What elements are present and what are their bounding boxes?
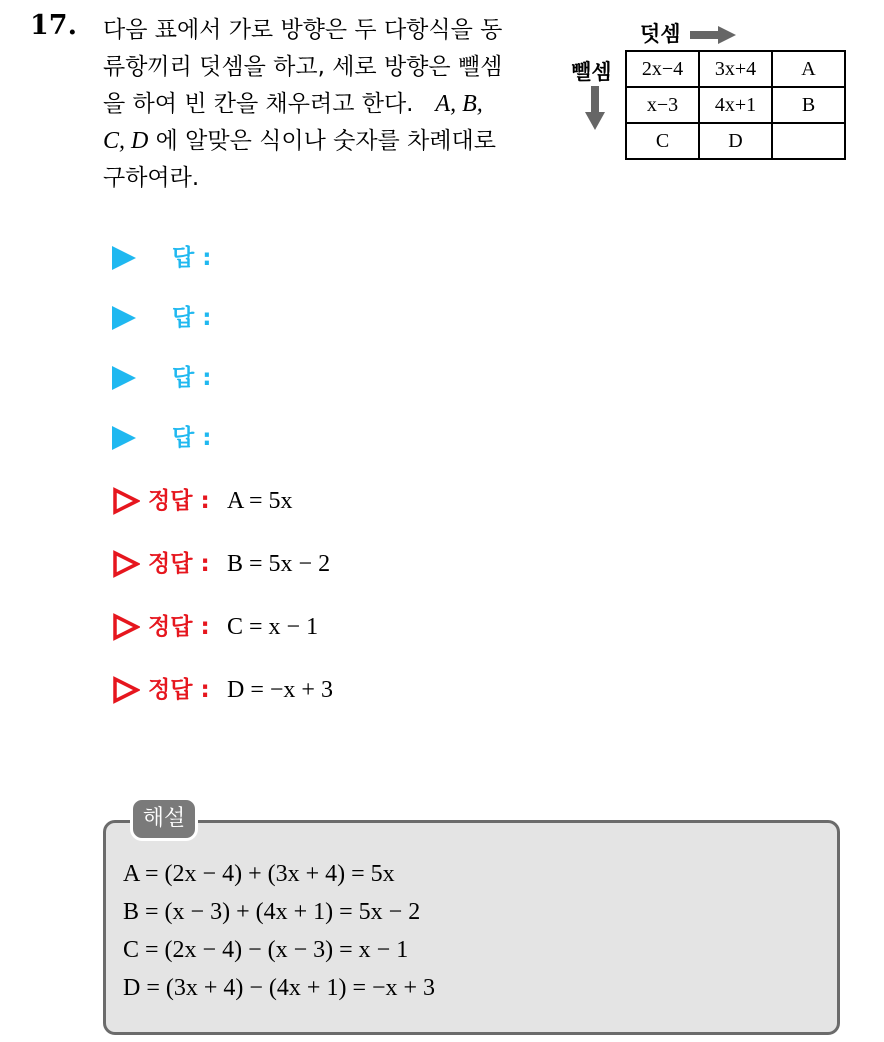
- calculation-table: [625, 50, 846, 160]
- question-line-text: 을 하여 빈 칸을 채우려고 한다.: [103, 91, 414, 117]
- explanation-line: A = (2x − 4) + (3x + 4) = 5x: [123, 861, 395, 887]
- question-line: [103, 86, 548, 123]
- play-icon: [112, 306, 136, 330]
- explanation-content: [123, 855, 435, 1007]
- question-number: 17.: [30, 10, 77, 41]
- answer-label: 답 :: [172, 425, 212, 451]
- answer-row: [112, 243, 212, 273]
- right-arrow-icon: [690, 26, 736, 44]
- solution-label: 정답 :: [148, 677, 210, 703]
- table-row: [626, 123, 845, 159]
- table-cell: 2x−4: [626, 51, 699, 87]
- play-icon: [112, 246, 136, 270]
- answer-label: 답 :: [172, 365, 212, 391]
- table-cell: x−3: [626, 87, 699, 123]
- question-line: [103, 123, 548, 160]
- down-arrow-icon: [585, 86, 605, 130]
- question-line: 구하여라.: [103, 165, 200, 191]
- answer-label: 답 :: [172, 305, 212, 331]
- solution-label: 정답 :: [148, 614, 210, 640]
- table-cell: D: [699, 123, 772, 159]
- question-line: 다음 표에서 가로 방향은 두 다항식을 동: [103, 17, 503, 43]
- solution-label: 정답 :: [148, 488, 210, 514]
- solution-value: D = −x + 3: [227, 677, 333, 703]
- outline-triangle-icon: [112, 487, 140, 515]
- subtraction-label: 뺄셈: [571, 60, 612, 84]
- solution-value: B = 5x − 2: [227, 551, 331, 577]
- play-icon: [112, 426, 136, 450]
- explanation-line: D = (3x + 4) − (4x + 1) = −x + 3: [123, 975, 436, 1001]
- outline-triangle-icon: [112, 676, 140, 704]
- question-variables: C, D: [103, 128, 149, 154]
- explanation-title: 해설: [130, 797, 198, 841]
- table-cell: 3x+4: [699, 51, 772, 87]
- table-cell: 4x+1: [699, 87, 772, 123]
- solution-value: C = x − 1: [227, 614, 319, 640]
- question-variables: A, B,: [435, 91, 483, 117]
- table-cell: A: [772, 51, 845, 87]
- explanation-line: C = (2x − 4) − (x − 3) = x − 1: [123, 937, 409, 963]
- table-cell: B: [772, 87, 845, 123]
- question-line: 류항끼리 덧셈을 하고, 세로 방향은 뺄셈: [103, 54, 503, 80]
- table-row: [626, 87, 845, 123]
- table-row: [626, 51, 845, 87]
- answer-row: [112, 363, 212, 393]
- addition-label: 덧셈: [640, 22, 681, 46]
- question-line-text: 에 알맞은 식이나 숫자를 차례대로: [155, 128, 496, 154]
- answer-label: 답 :: [172, 245, 212, 271]
- table-cell: C: [626, 123, 699, 159]
- solution-label: 정답 :: [148, 551, 210, 577]
- outline-triangle-icon: [112, 550, 140, 578]
- solution-value: A = 5x: [227, 488, 293, 514]
- play-icon: [112, 366, 136, 390]
- table-cell: [772, 123, 845, 159]
- explanation-line: B = (x − 3) + (4x + 1) = 5x − 2: [123, 899, 421, 925]
- question-text: [103, 12, 548, 197]
- answer-row: [112, 423, 212, 453]
- answer-row: [112, 303, 212, 333]
- outline-triangle-icon: [112, 613, 140, 641]
